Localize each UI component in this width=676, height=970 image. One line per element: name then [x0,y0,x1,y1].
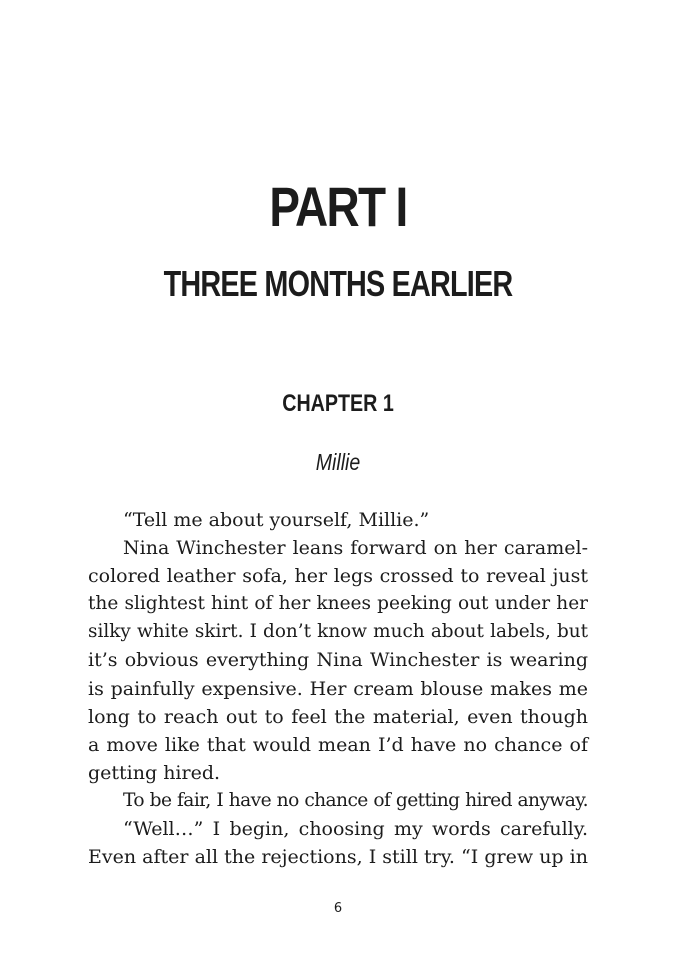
text-line: “Well…” I begin, choosing my words carefully. [123,818,588,841]
text-line: colored leather sofa, her legs crossed to reveal just [88,565,588,588]
text-line: long to reach out to feel the material, even though [88,705,588,728]
part-title: PART I [269,175,407,238]
text-line: Even after all the rejections, I still try. “I grew up in [88,846,588,869]
text-line: To be fair, I have no chance of getting hired anyway. [123,789,588,811]
text-line: a move like that would mean I’d have no chance of [88,733,588,756]
text-line: it’s obvious everything Nina Winchester is wearing [88,649,588,672]
part-subtitle: THREE MONTHS EARLIER [163,263,513,304]
text-line: the slightest hint of her knees peeking out under her [88,593,588,615]
text-line: Nina Winchester leans forward on her caramel- [123,537,588,560]
chapter-title: CHAPTER 1 [282,390,394,417]
page-number: 6 [333,901,343,916]
chapter-pov-character: Millie [315,449,361,475]
text-line: getting hired. [88,761,221,784]
text-line: is painfully expensive. Her cream blouse makes me [88,677,588,700]
chapter-body-text [88,506,588,871]
text-line: “Tell me about yourself, Millie.” [123,509,430,531]
text-line: silky white skirt. I don’t know much about labels, but [88,621,588,643]
